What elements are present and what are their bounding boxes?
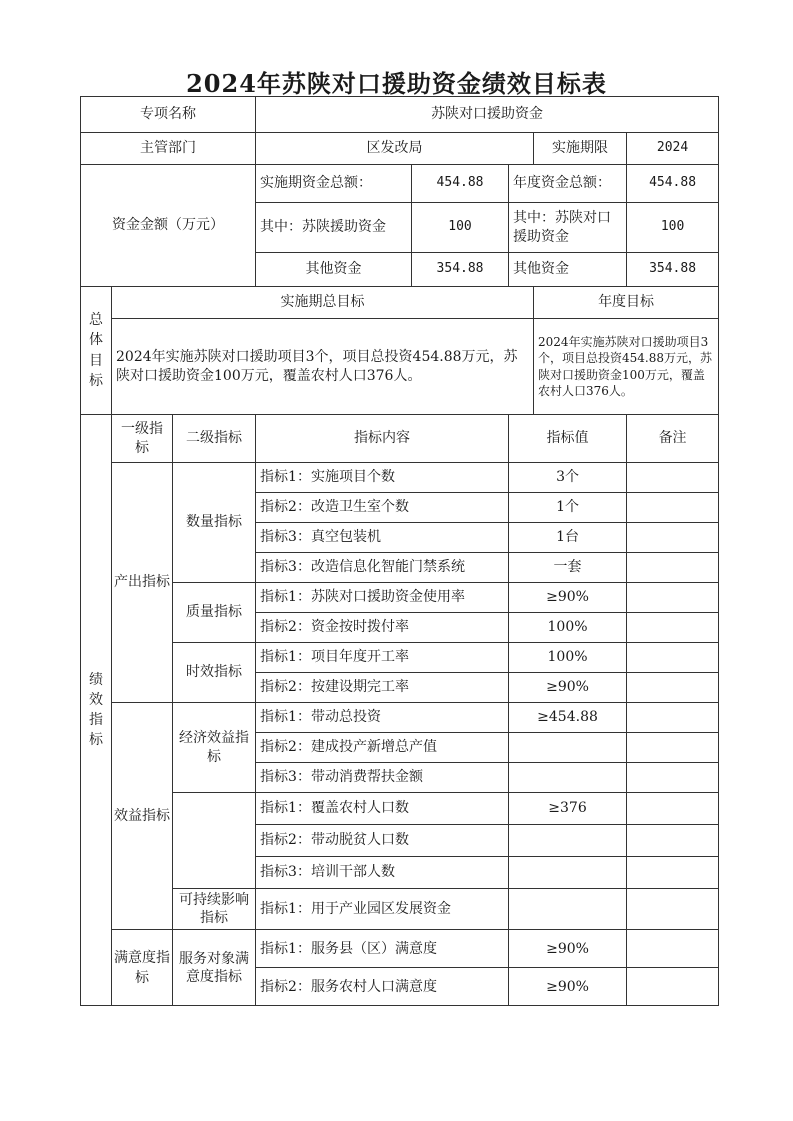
indicator-content: 指标3：改造信息化智能门禁系统 (256, 553, 509, 583)
indicator-value: ≥90% (509, 673, 627, 703)
funds-sub2-label: 其中：苏陕对口援助资金 (509, 203, 627, 253)
indicator-remark (627, 463, 719, 493)
table-row (81, 165, 719, 203)
indicator-value: 1台 (509, 523, 627, 553)
indicator-value: ≥90% (509, 930, 627, 968)
department-label: 主管部门 (81, 133, 256, 165)
table-row (81, 463, 719, 493)
indicator-remark (627, 673, 719, 703)
indicator-remark (627, 643, 719, 673)
period-label: 实施期限 (534, 133, 627, 165)
satisfaction-label: 满意度指标 (112, 930, 173, 1006)
indicator-content: 指标2：建成投产新增总产值 (256, 733, 509, 763)
economic-label: 经济效益指标 (173, 703, 256, 793)
indicator-value: ≥454.88 (509, 703, 627, 733)
table-row (81, 703, 719, 733)
indicator-content: 指标3：带动消费帮扶金额 (256, 763, 509, 793)
indicator-content: 指标1：实施项目个数 (256, 463, 509, 493)
indicator-remark (627, 733, 719, 763)
table-row (81, 583, 719, 613)
benefit-label: 效益指标 (112, 703, 173, 930)
table-row (81, 415, 719, 463)
department-value: 区发改局 (256, 133, 534, 165)
performance-table (80, 96, 719, 1006)
header-remark: 备注 (627, 415, 719, 463)
indicator-value: 一套 (509, 553, 627, 583)
indicator-content: 指标1：覆盖农村人口数 (256, 793, 509, 825)
funds-other2-label: 其他资金 (509, 253, 627, 287)
funds-annual-label: 年度资金总额： (509, 165, 627, 203)
indicator-remark (627, 889, 719, 930)
timeliness-label: 时效指标 (173, 643, 256, 703)
funds-label: 资金金额（万元） (81, 165, 256, 287)
header-level1: 一级指标 (112, 415, 173, 463)
overall-label: 总体目标 (81, 287, 112, 415)
indicator-remark (627, 968, 719, 1006)
funds-other-value: 354.88 (412, 253, 509, 287)
indicator-content: 指标3：培训干部人数 (256, 857, 509, 889)
indicator-content: 指标2：改造卫生室个数 (256, 493, 509, 523)
indicator-value: 3个 (509, 463, 627, 493)
indicator-remark (627, 613, 719, 643)
indicator-content: 指标2：带动脱贫人口数 (256, 825, 509, 857)
indicator-content: 指标2：按建设期完工率 (256, 673, 509, 703)
indicator-remark (627, 523, 719, 553)
overall-period-header: 实施期总目标 (112, 287, 534, 319)
table-row (81, 793, 719, 825)
page-title: 2024年苏陕对口援助资金绩效目标表 (186, 69, 607, 98)
overall-annual-text: 2024年实施苏陕对口援助项目3个，项目总投资454.88万元，苏陕对口援助资金100万元，覆盖农村人口376人。 (534, 319, 719, 415)
indicator-value (509, 763, 627, 793)
indicator-remark (627, 857, 719, 889)
project-name-label: 专项名称 (81, 97, 256, 133)
table-row (81, 97, 719, 133)
funds-other2-value: 354.88 (627, 253, 719, 287)
indicator-content: 指标1：服务县（区）满意度 (256, 930, 509, 968)
indicator-content: 指标1：项目年度开工率 (256, 643, 509, 673)
project-name-value: 苏陕对口援助资金 (256, 97, 719, 133)
indicator-remark (627, 825, 719, 857)
table-row (81, 319, 719, 415)
period-value: 2024 (627, 133, 719, 165)
indicator-value (509, 733, 627, 763)
indicator-content: 指标3：真空包装机 (256, 523, 509, 553)
table-row (81, 287, 719, 319)
indicator-remark (627, 793, 719, 825)
indicator-value: ≥90% (509, 968, 627, 1006)
social-label (173, 793, 256, 889)
quantity-label: 数量指标 (173, 463, 256, 583)
table-row (81, 643, 719, 673)
indicator-content: 指标1：苏陕对口援助资金使用率 (256, 583, 509, 613)
indicator-remark (627, 703, 719, 733)
header-level2: 二级指标 (173, 415, 256, 463)
sustainable-label: 可持续影响指标 (173, 889, 256, 930)
indicator-value (509, 825, 627, 857)
indicator-remark (627, 763, 719, 793)
indicator-value: ≥90% (509, 583, 627, 613)
indicator-content: 指标1：带动总投资 (256, 703, 509, 733)
table-row (81, 930, 719, 968)
funds-total-label: 实施期资金总额： (256, 165, 412, 203)
header-value: 指标值 (509, 415, 627, 463)
indicator-value: 100% (509, 613, 627, 643)
indicator-value: ≥376 (509, 793, 627, 825)
indicator-content: 指标2：服务农村人口满意度 (256, 968, 509, 1006)
indicator-value (509, 857, 627, 889)
indicator-value: 1个 (509, 493, 627, 523)
indicator-remark (627, 583, 719, 613)
indicator-remark (627, 553, 719, 583)
overall-annual-header: 年度目标 (534, 287, 719, 319)
quality-label: 质量指标 (173, 583, 256, 643)
indicator-value (509, 889, 627, 930)
indicator-value: 100% (509, 643, 627, 673)
indicator-content: 指标2：资金按时拨付率 (256, 613, 509, 643)
funds-sub1-value: 100 (412, 203, 509, 253)
funds-other-label: 其他资金 (256, 253, 412, 287)
indicator-remark (627, 930, 719, 968)
funds-sub1-label: 其中：苏陕援助资金 (256, 203, 412, 253)
satisfaction-group-label: 服务对象满意度指标 (173, 930, 256, 1006)
indicator-remark (627, 493, 719, 523)
table-row (81, 889, 719, 930)
funds-total-value: 454.88 (412, 165, 509, 203)
performance-label: 绩效指标 (81, 415, 112, 1006)
funds-annual-value: 454.88 (627, 165, 719, 203)
output-label: 产出指标 (112, 463, 173, 703)
header-content: 指标内容 (256, 415, 509, 463)
indicator-content: 指标1：用于产业园区发展资金 (256, 889, 509, 930)
table-row (81, 133, 719, 165)
funds-sub2-value: 100 (627, 203, 719, 253)
overall-period-text: 2024年实施苏陕对口援助项目3个，项目总投资454.88万元，苏陕对口援助资金100万元，覆盖农村人口376人。 (112, 319, 534, 415)
